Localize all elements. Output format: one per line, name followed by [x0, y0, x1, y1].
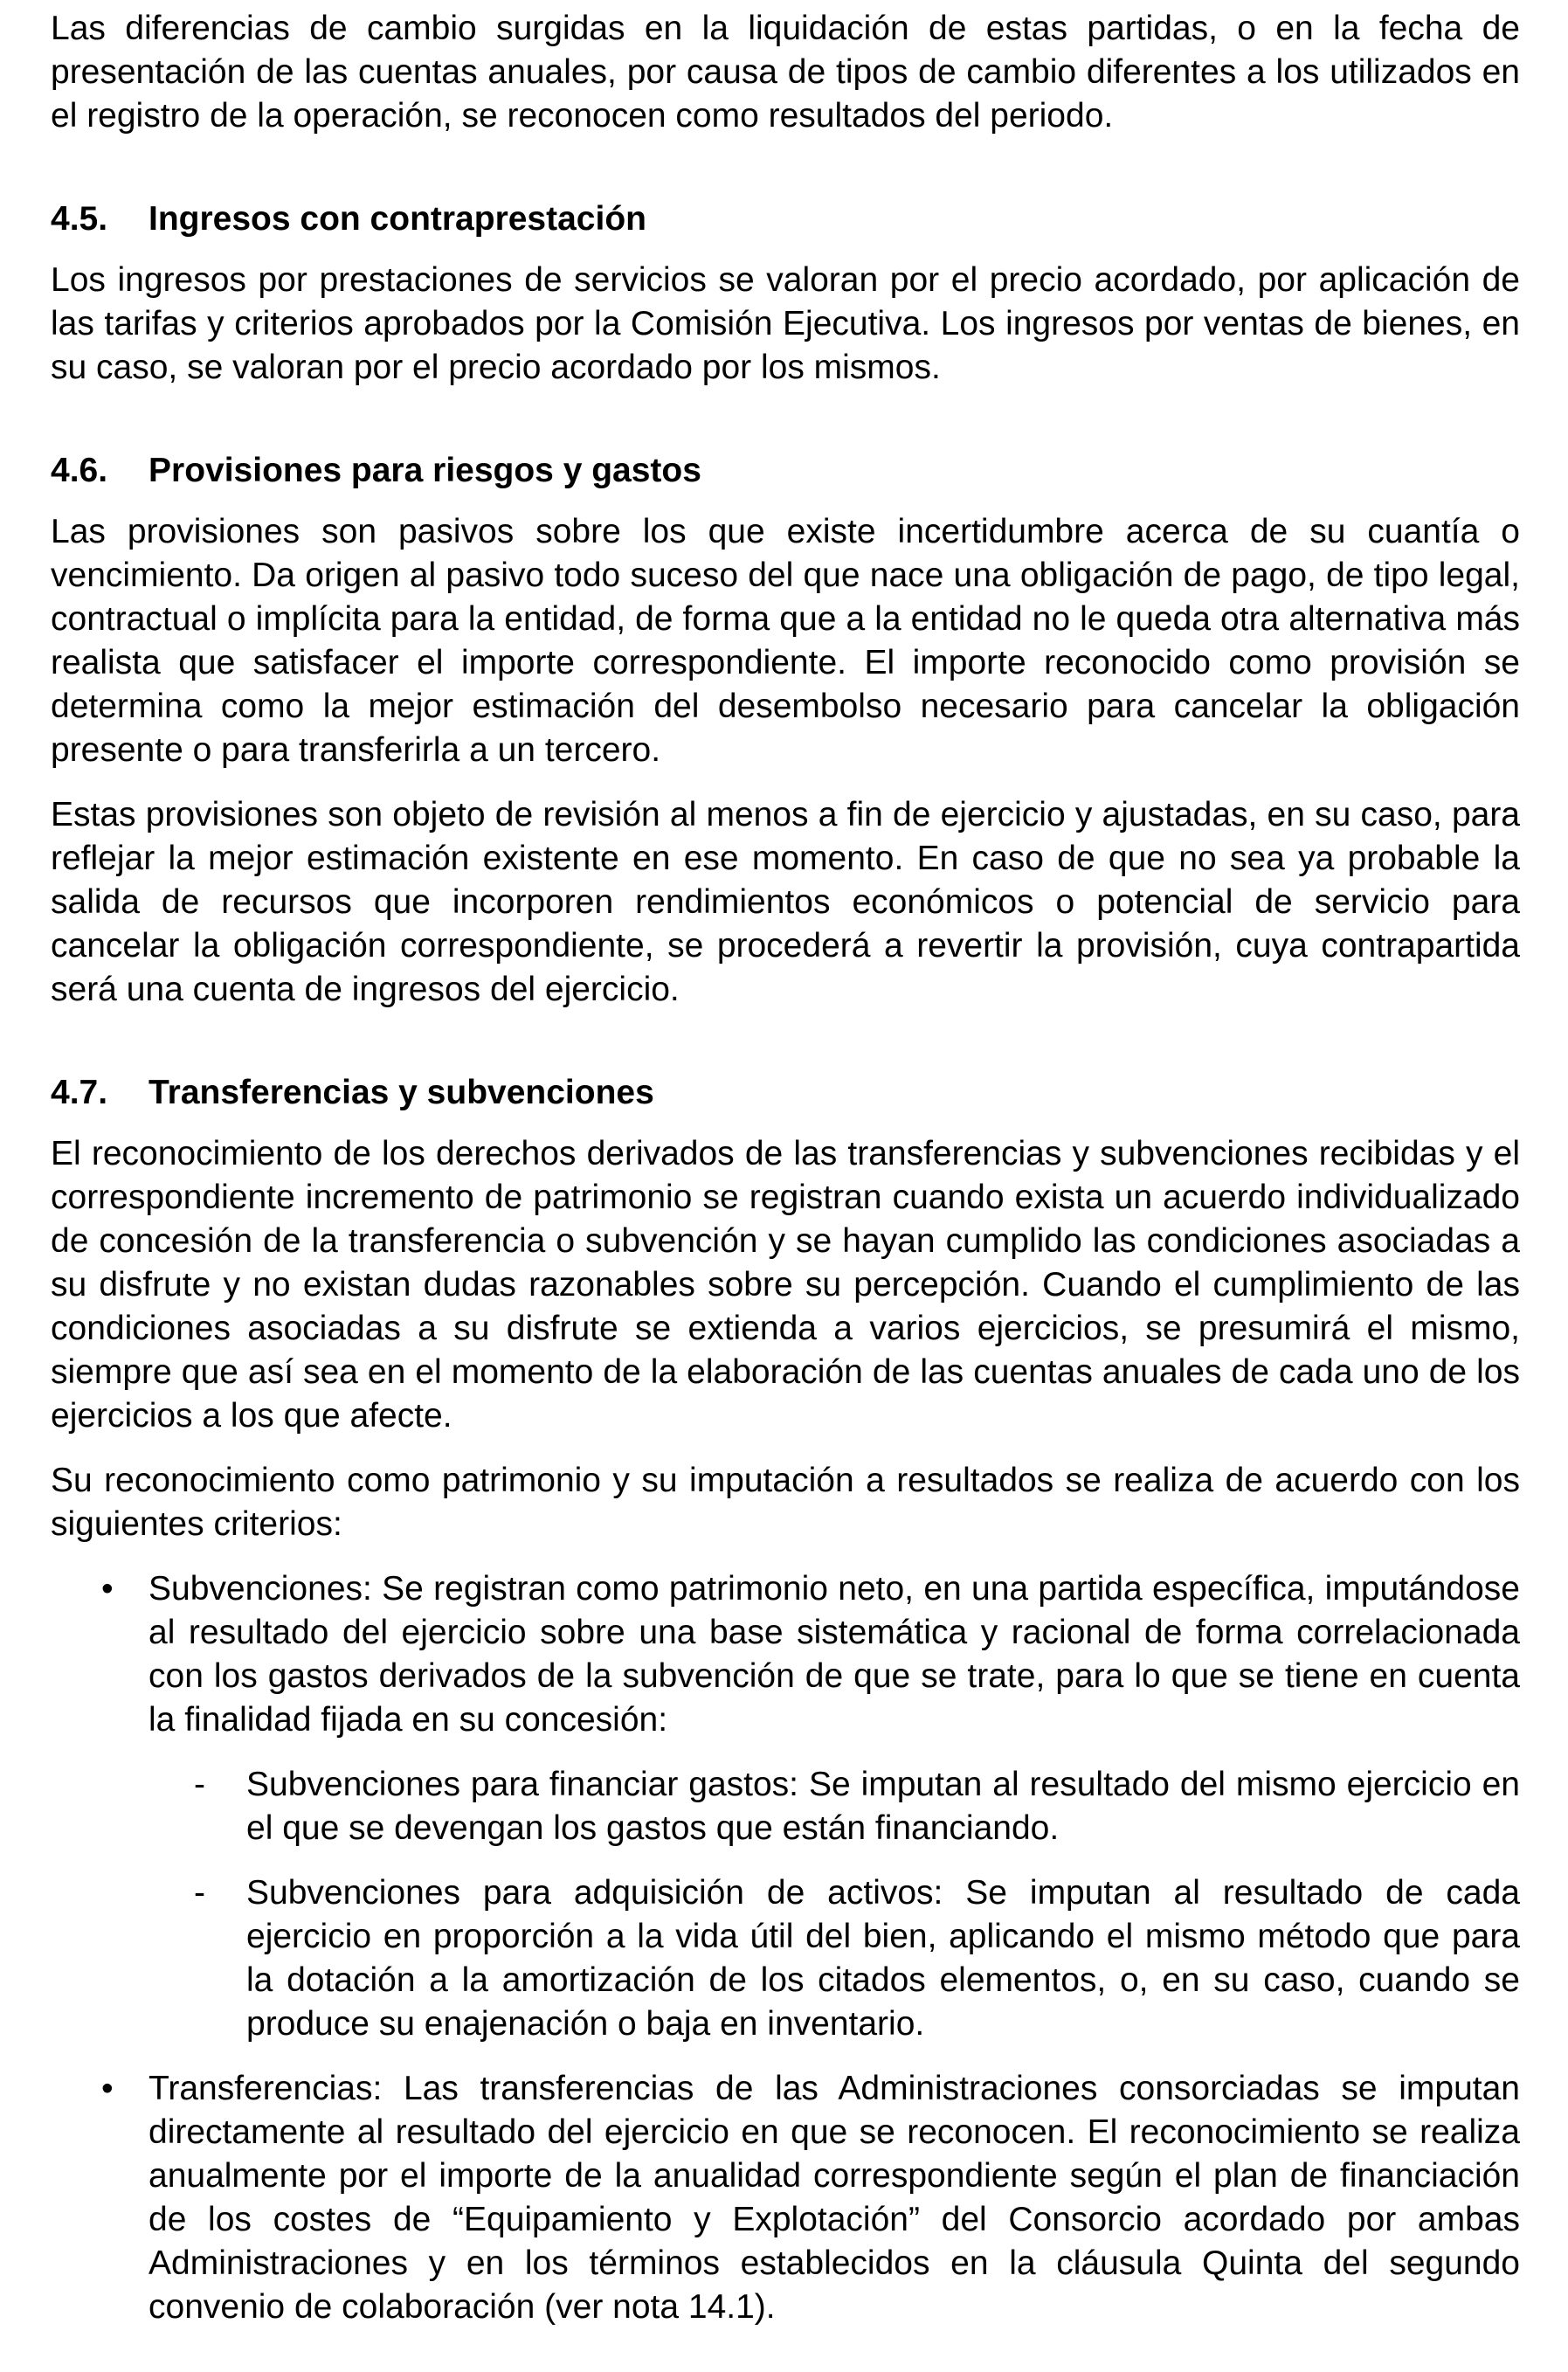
- sub-item-gastos: [51, 1763, 1520, 1850]
- section-title: Transferencias y subvenciones: [149, 1074, 654, 1111]
- section-title: Provisiones para riesgos y gastos: [149, 452, 701, 489]
- section-paragraph: Las provisiones son pasivos sobre los que existe incertidumbre acerca de su cuantía o vencimiento. Da origen al pasivo todo suceso del que nace una obligación de pago, de tipo legal, contractual o implícita para la entidad, de forma que a la entidad no le queda otra alternativa más realista que satisfacer el importe correspondiente. El importe reconocido como provisión se determina como la mejor estimación del desembolso necesario para cancelar la obligación presente o para transferirla a un tercero.: [51, 513, 1520, 769]
- document-page: [51, 0, 1520, 2329]
- bullet-marker: •: [101, 2070, 114, 2107]
- bullet-item-subvenciones: [51, 1567, 1520, 1742]
- section-number: 4.6.: [51, 452, 108, 489]
- section-paragraph: El reconocimiento de los derechos derivados de las transferencias y subvenciones recibidas y el correspondiente incremento de patrimonio se registran cuando exista un acuerdo individualizado de concesión de la transferencia o subvención y se hayan cumplido las condiciones asociadas a su disfrute y no existan dudas razonables sobre su percepción. Cuando el cumplimiento de las condiciones asociadas a su disfrute se extienda a varios ejercicios, se presumirá el mismo, siempre que así sea en el momento de la elaboración de las cuentas anuales de cada uno de los ejercicios a los que afecte.: [51, 1135, 1520, 1435]
- section-heading-4-7: [51, 1071, 1520, 1115]
- section-paragraph: Los ingresos por prestaciones de servicios se valoran por el precio acordado, por aplicación de las tarifas y criterios aprobados por la Comisión Ejecutiva. Los ingresos por ventas de bienes, en su caso, se valoran por el precio acordado por los mismos.: [51, 261, 1520, 386]
- intro-paragraph: Las diferencias de cambio surgidas en la liquidación de estas partidas, o en la fecha de presentación de las cuentas anuales, por causa de tipos de cambio diferentes a los utilizados en el registro de la operación, se reconocen como resultados del periodo.: [51, 10, 1520, 135]
- section-heading-4-6: [51, 449, 1520, 493]
- dash-marker: -: [194, 1766, 205, 1803]
- section-title: Ingresos con contraprestación: [149, 200, 646, 238]
- section-heading-4-5: [51, 197, 1520, 241]
- section-number: 4.7.: [51, 1074, 108, 1111]
- section-number: 4.5.: [51, 200, 108, 238]
- sub-item-text: Subvenciones para adquisición de activos: Se imputan al resultado de cada ejercicio en proporción a la vida útil del bien, aplicando el mismo método que para la dotación a la amortización de los citados elementos, o, en su caso, cuando se produce su enajenación o baja en inventario.: [246, 1874, 1520, 2043]
- bullet-marker: •: [101, 1570, 114, 1608]
- bullet-text: Transferencias: Las transferencias de las Administraciones consorciadas se imputan directamente al resultado del ejercicio en que se reconocen. El reconocimiento se realiza anualmente por el importe de la anualidad correspondiente según el plan de financiación de los costes de “Equipamiento y Explotación” del Consorcio acordado por ambas Administraciones y en los términos establecidos en la cláusula Quinta del segundo convenio de colaboración (ver nota 14.1).: [149, 2070, 1520, 2326]
- sub-item-activos: [51, 1871, 1520, 2046]
- sub-item-text: Subvenciones para financiar gastos: Se imputan al resultado del mismo ejercicio en el que se devengan los gastos que están financiando.: [246, 1766, 1520, 1847]
- bullet-item-transferencias: [51, 2067, 1520, 2329]
- dash-marker: -: [194, 1874, 205, 1912]
- section-paragraph: Estas provisiones son objeto de revisión al menos a fin de ejercicio y ajustadas, en su caso, para reflejar la mejor estimación existente en ese momento. En caso de que no sea ya probable la salida de recursos que incorporen rendimientos económicos o potencial de servicio para cancelar la obligación correspondiente, se procederá a revertir la provisión, cuya contrapartida será una cuenta de ingresos del ejercicio.: [51, 796, 1520, 1008]
- bullet-text: Subvenciones: Se registran como patrimonio neto, en una partida específica, imputándose al resultado del ejercicio sobre una base sistemática y racional de forma correlacionada con los gastos derivados de la subvención de que se trate, para lo que se tiene en cuenta la finalidad fijada en su concesión:: [149, 1570, 1520, 1739]
- section-paragraph: Su reconocimiento como patrimonio y su imputación a resultados se realiza de acuerdo con los siguientes criterios:: [51, 1462, 1520, 1543]
